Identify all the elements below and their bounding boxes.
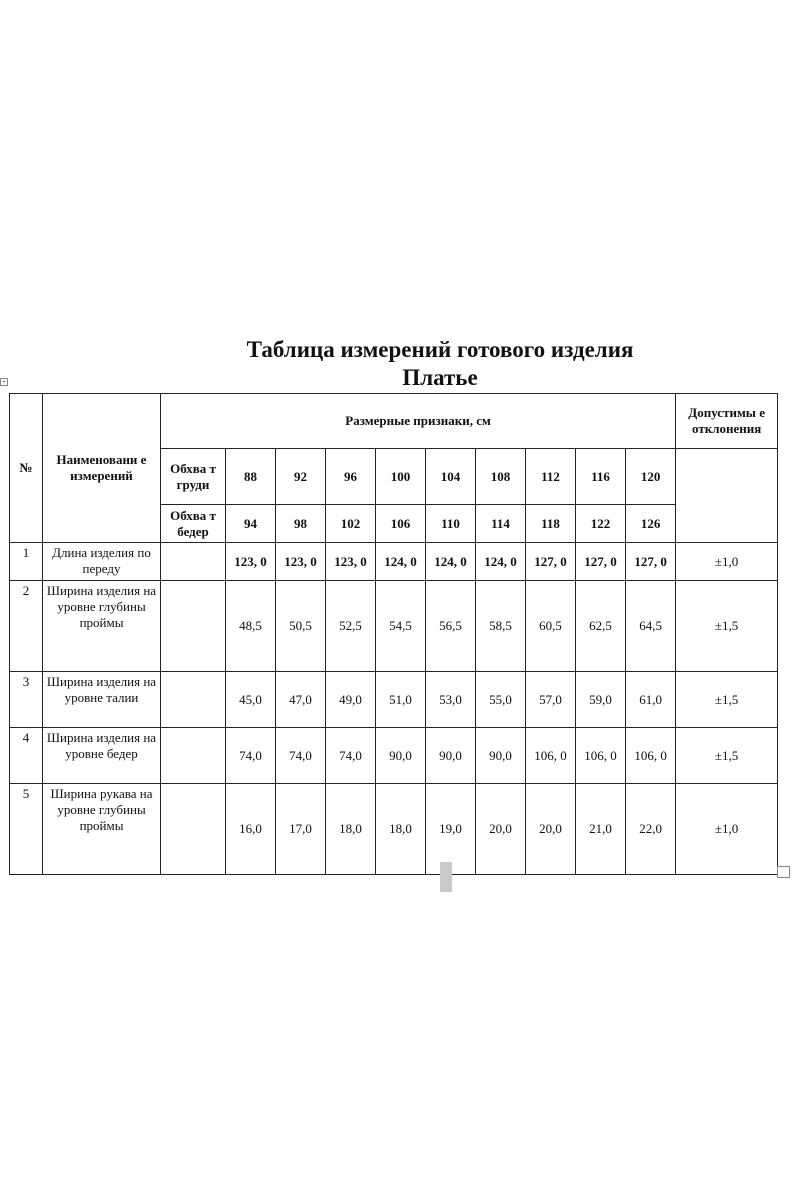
document-title (140, 336, 740, 392)
measurement-value: 62,5 (576, 581, 626, 672)
header-row-1 (10, 394, 778, 449)
measurement-value: 57,0 (526, 672, 576, 728)
measurement-value: 106, 0 (626, 728, 676, 784)
measurement-value: 45,0 (226, 672, 276, 728)
header-name: Наименовани е измерений (43, 394, 161, 543)
measurement-value: 90,0 (476, 728, 526, 784)
measurement-value: 22,0 (626, 784, 676, 875)
measurement-value: 124, 0 (426, 543, 476, 581)
row-number: 3 (10, 672, 43, 728)
hips-size: 126 (626, 505, 676, 543)
table-row (10, 784, 778, 875)
measurement-value: 90,0 (426, 728, 476, 784)
tolerance-value: ±1,5 (676, 728, 778, 784)
chest-size: 120 (626, 449, 676, 505)
measurement-name: Ширина изделия на уровне глубины проймы (43, 581, 161, 672)
measurement-value: 50,5 (276, 581, 326, 672)
row-number: 5 (10, 784, 43, 875)
measurement-value: 106, 0 (526, 728, 576, 784)
title-line-2: Платье (402, 365, 478, 390)
measurement-value: 106, 0 (576, 728, 626, 784)
table-move-handle[interactable]: + (0, 378, 8, 386)
measurement-value: 18,0 (326, 784, 376, 875)
measurement-value: 61,0 (626, 672, 676, 728)
measurement-value: 51,0 (376, 672, 426, 728)
header-tolerance: Допустимы е отклонения (676, 394, 778, 449)
row-number: 2 (10, 581, 43, 672)
measurement-value: 74,0 (326, 728, 376, 784)
measurement-value: 56,5 (426, 581, 476, 672)
measurement-value: 74,0 (226, 728, 276, 784)
measurement-name: Ширина рукава на уровне глубины проймы (43, 784, 161, 875)
measurement-value: 127, 0 (576, 543, 626, 581)
measurement-value: 21,0 (576, 784, 626, 875)
table-row (10, 581, 778, 672)
header-hips-label: Обхва т бедер (161, 505, 226, 543)
measurement-value: 53,0 (426, 672, 476, 728)
measurement-value: 20,0 (476, 784, 526, 875)
scroll-marker[interactable] (440, 862, 452, 892)
table-row (10, 672, 778, 728)
measurement-value: 124, 0 (476, 543, 526, 581)
hips-size: 106 (376, 505, 426, 543)
measurement-value: 48,5 (226, 581, 276, 672)
row-number: 4 (10, 728, 43, 784)
measurement-value: 74,0 (276, 728, 326, 784)
chest-size: 100 (376, 449, 426, 505)
table-row (10, 728, 778, 784)
title-line-1: Таблица измерений готового изделия (246, 337, 634, 362)
hips-size: 114 (476, 505, 526, 543)
measurement-value: 20,0 (526, 784, 576, 875)
hips-size: 110 (426, 505, 476, 543)
measurement-value: 47,0 (276, 672, 326, 728)
measurement-value: 52,5 (326, 581, 376, 672)
measurement-value: 127, 0 (626, 543, 676, 581)
measurement-name: Ширина изделия на уровне талии (43, 672, 161, 728)
measurement-value: 54,5 (376, 581, 426, 672)
chest-size: 88 (226, 449, 276, 505)
blank-cell (161, 543, 226, 581)
hips-size: 94 (226, 505, 276, 543)
chest-size: 108 (476, 449, 526, 505)
tolerance-value: ±1,0 (676, 784, 778, 875)
measurement-value: 55,0 (476, 672, 526, 728)
measurement-name: Ширина изделия на уровне бедер (43, 728, 161, 784)
measurement-value: 17,0 (276, 784, 326, 875)
blank-cell (161, 728, 226, 784)
blank-cell (161, 784, 226, 875)
measurement-value: 123, 0 (326, 543, 376, 581)
measurement-name: Длина изделия по переду (43, 543, 161, 581)
blank-cell (161, 581, 226, 672)
measurement-value: 16,0 (226, 784, 276, 875)
header-size-features: Размерные признаки, см (161, 394, 676, 449)
chest-size: 112 (526, 449, 576, 505)
measurement-value: 60,5 (526, 581, 576, 672)
measurement-value: 123, 0 (226, 543, 276, 581)
tolerance-value: ±1,5 (676, 581, 778, 672)
measurement-value: 124, 0 (376, 543, 426, 581)
measurement-value: 123, 0 (276, 543, 326, 581)
hips-size: 98 (276, 505, 326, 543)
chest-size: 116 (576, 449, 626, 505)
measurement-value: 59,0 (576, 672, 626, 728)
hips-size: 102 (326, 505, 376, 543)
table-resize-handle[interactable] (777, 866, 790, 878)
measurements-table (9, 393, 778, 875)
measurement-value: 90,0 (376, 728, 426, 784)
measurement-value: 127, 0 (526, 543, 576, 581)
tolerance-header-blank (676, 449, 778, 543)
table-row (10, 543, 778, 581)
tolerance-value: ±1,0 (676, 543, 778, 581)
row-number: 1 (10, 543, 43, 581)
chest-size: 96 (326, 449, 376, 505)
hips-size: 122 (576, 505, 626, 543)
chest-size: 92 (276, 449, 326, 505)
measurement-value: 58,5 (476, 581, 526, 672)
chest-size: 104 (426, 449, 476, 505)
hips-size: 118 (526, 505, 576, 543)
measurement-value: 19,0 (426, 784, 476, 875)
measurement-value: 64,5 (626, 581, 676, 672)
header-no: № (10, 394, 43, 543)
blank-cell (161, 672, 226, 728)
measurement-value: 49,0 (326, 672, 376, 728)
header-chest-label: Обхва т груди (161, 449, 226, 505)
measurement-value: 18,0 (376, 784, 426, 875)
tolerance-value: ±1,5 (676, 672, 778, 728)
